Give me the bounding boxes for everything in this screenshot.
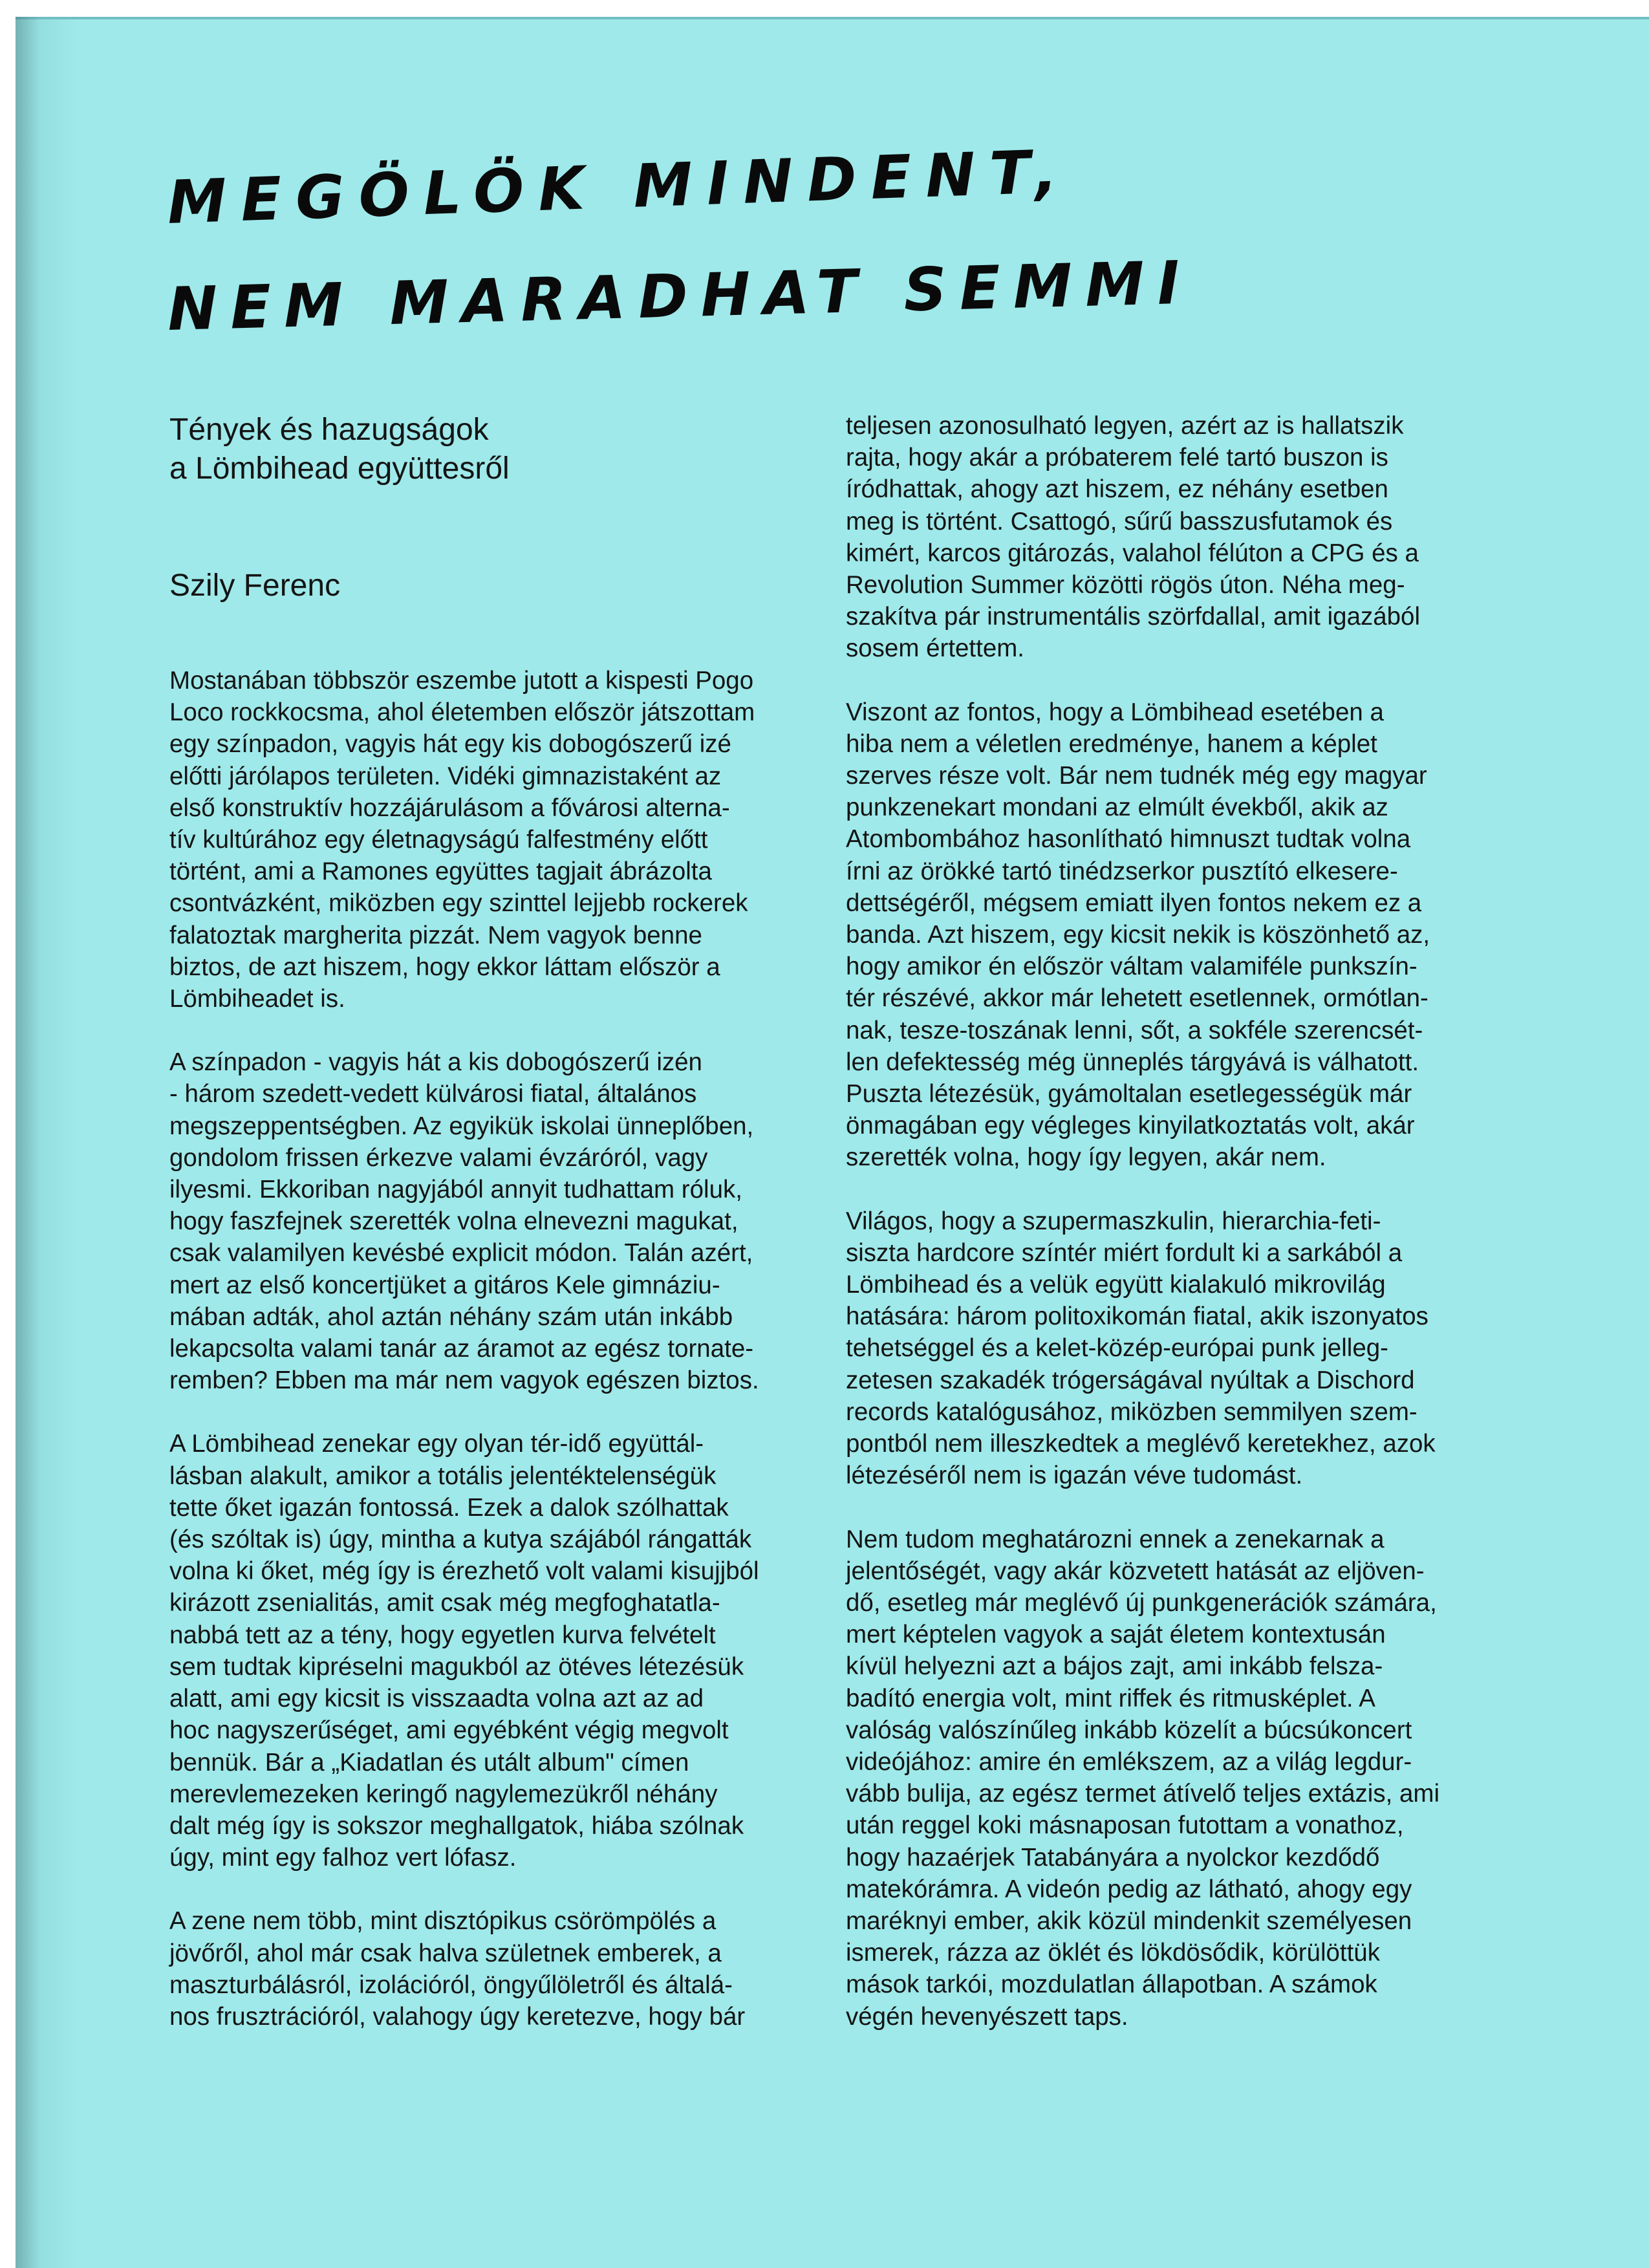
page-top-edge xyxy=(16,17,1649,19)
text-line: Atombombához hasonlítható himnuszt tudtak volna xyxy=(846,825,1411,854)
text-line: kirázott zsenialitás, amit csak még megfoghatatla- xyxy=(169,1589,720,1617)
text-line: kívül helyezni azt a bájos zajt, ami inkább felsza- xyxy=(846,1652,1383,1681)
text-line: első konstruktív hozzájárulásom a fővárosi alterna- xyxy=(169,794,730,822)
text-line: records katalógusához, miközben semmilyen szem- xyxy=(846,1398,1417,1426)
text-line: tette őket igazán fontossá. Ezek a dalok szólhattak xyxy=(169,1493,729,1522)
text-line: tér részévé, akkor már lehetett esetlennek, ormótlan- xyxy=(846,984,1428,1013)
text-line: önmagában egy végleges kinyilatkoztatás volt, akár xyxy=(846,1112,1415,1140)
text-line: csak valamilyen kevésbé explicit módon. Talán azért, xyxy=(169,1239,753,1268)
paragraph xyxy=(169,1046,829,1396)
text-line: történt, ami a Ramones együttes tagjait ábrázolta xyxy=(169,858,712,886)
text-line: íródhattak, ahogy azt hiszem, ez néhány esetben xyxy=(846,475,1388,504)
text-line: videójához: amire én emlékszem, az a világ legdur- xyxy=(846,1747,1412,1776)
text-line: mában adták, ahol aztán néhány szám után inkább xyxy=(169,1302,733,1331)
text-line: alatt, ami egy kicsit is visszaadta volna azt az ad xyxy=(169,1685,704,1713)
paragraph xyxy=(169,1905,829,2033)
text-line: előtti járólapos területen. Vidéki gimnazistaként az xyxy=(169,762,722,790)
text-line: meg is történt. Csattogó, sűrű basszusfutamok és xyxy=(846,507,1393,535)
text-line: Loco rockkocsma, ahol életemben először játszottam xyxy=(169,698,755,727)
author-name: Szily Ferenc xyxy=(169,568,341,603)
text-line: létezéséről nem is igazán véve tudomást. xyxy=(846,1462,1303,1490)
text-line: lekapcsolta valami tanár az áramot az egész tornate- xyxy=(169,1335,754,1363)
text-line: Puszta létezésük, gyámoltalan esetlegességük már xyxy=(846,1080,1412,1108)
text-line: sem tudtak kipréselni magukból az ötéves létezésük xyxy=(169,1652,744,1681)
text-line: ilyesmi. Ekkoriban nagyjából annyit tudhattam róluk, xyxy=(169,1176,742,1204)
text-line: A zene nem több, mint disztópikus csörömpölés a xyxy=(169,1907,717,1936)
text-line: Lömbiheadet is. xyxy=(169,985,345,1013)
text-line: nos frusztrációról, valahogy úgy keretezve, hogy bár xyxy=(169,2002,746,2031)
text-line: Viszont az fontos, hogy a Lömbihead esetében a xyxy=(846,698,1384,726)
text-line: nak, tesze-toszának lenni, sőt, a sokféle szerencsét- xyxy=(846,1016,1423,1044)
subtitle-line-2: a Lömbihead együttesről xyxy=(169,451,510,486)
text-line: szakítva pár instrumentális szörfdallal, amit igazából xyxy=(846,603,1421,631)
text-line: jövőről, ahol már csak halva születnek emberek, a xyxy=(169,1939,722,1967)
text-line: volna ki őket, még így is érezhető volt valami kisujjból xyxy=(169,1557,759,1586)
text-line: úgy, mint egy falhoz vert lófasz. xyxy=(169,1844,517,1872)
paragraph xyxy=(846,1205,1505,1492)
text-line: mert az első koncertjüket a gitáros Kele gimnáziu- xyxy=(169,1271,720,1299)
text-line: lásban alakult, amikor a totális jelentéktelenségük xyxy=(169,1462,717,1490)
article-right-column xyxy=(846,410,1505,2064)
article-subtitle xyxy=(169,411,751,488)
text-line: tív kultúrához egy életnagyságú falfestmény előtt xyxy=(169,826,708,854)
text-line: hoc nagyszerűséget, ami egyébként végig megvolt xyxy=(169,1716,729,1745)
text-line: hogy amikor én először váltam valamiféle punkszín- xyxy=(846,953,1417,981)
text-line: biztos, de azt hiszem, hogy ekkor láttam először a xyxy=(169,953,720,981)
text-line: dő, esetleg már meglévő új punkgenerációk számára, xyxy=(846,1588,1437,1617)
text-line: A színpadon - vagyis hát a kis dobogószerű izén xyxy=(169,1048,702,1077)
text-line: bennük. Bár a „Kiadatlan és utált album" címen xyxy=(169,1748,689,1777)
text-line: dettségéről, mégsem emiatt ilyen fontos nekem ez a xyxy=(846,889,1422,917)
text-line: végén hevenyészett taps. xyxy=(846,2002,1128,2031)
text-line: mások tarkói, mozdulatlan állapotban. A számok xyxy=(846,1971,1377,1999)
paragraph xyxy=(846,410,1505,665)
text-line: (és szóltak is) úgy, mintha a kutya szájából rángatták xyxy=(169,1526,752,1554)
paragraph xyxy=(169,1428,829,1874)
text-line: után reggel koki másnaposan futottam a vonathoz, xyxy=(846,1811,1404,1840)
text-line: matekórámra. A videón pedig az látható, ahogy egy xyxy=(846,1875,1412,1903)
text-line: remben? Ebben ma már nem vagyok egészen biztos. xyxy=(169,1366,759,1395)
text-line: maszturbálásról, izolációról, öngyűlöletről és általá- xyxy=(169,1971,733,1999)
text-line: pontból nem illeszkedtek a meglévő keretekhez, azok xyxy=(846,1430,1436,1458)
text-line: jelentőségét, vagy akár közvetett hatását az eljöven- xyxy=(846,1557,1425,1585)
text-line: nabbá tett az a tény, hogy egyetlen kurva felvételt xyxy=(169,1621,716,1649)
text-line: zetesen szakadék trógerságával nyúltak a Dischord xyxy=(846,1366,1415,1394)
text-line: kimért, karcos gitározás, valahol félúton a CPG és a xyxy=(846,539,1419,567)
text-line: rajta, hogy akár a próbaterem felé tartó buszon is xyxy=(846,444,1388,472)
binding-gutter-shadow xyxy=(16,17,77,2268)
text-line: Világos, hogy a szupermaszkulin, hierarchia-feti- xyxy=(846,1207,1381,1235)
text-line: valóság valószínűleg inkább közelít a búcsúkoncert xyxy=(846,1716,1412,1744)
subtitle-line-1: Tények és hazugságok xyxy=(169,413,489,447)
text-line: len defektesség még ünneplés tárgyává is válhatott. xyxy=(846,1048,1419,1076)
text-line: - három szedett-vedett külvárosi fiatal, általános xyxy=(169,1080,697,1108)
text-line: ismerek, rázza az öklét és lökdösődik, körülöttük xyxy=(846,1939,1380,1967)
text-line: banda. Azt hiszem, egy kicsit nekik is köszönhető az, xyxy=(846,921,1430,949)
text-line: siszta hardcore színtér miért fordult ki a sarkából a xyxy=(846,1238,1403,1267)
text-line: hogy faszfejnek szerették volna elnevezni magukat, xyxy=(169,1207,738,1236)
text-line: sosem értettem. xyxy=(846,634,1025,663)
text-line: Lömbihead és a velük együtt kialakuló mikrovilág xyxy=(846,1271,1386,1299)
text-line: badító energia volt, mint riffek és ritmusképlet. A xyxy=(846,1684,1375,1712)
text-line: csontvázként, miközben egy szinttel lejjebb rockerek xyxy=(169,889,748,918)
text-line: írni az örökké tartó tinédzserkor pusztító elkesere- xyxy=(846,857,1398,885)
paragraph xyxy=(846,1524,1505,2033)
text-line: hogy hazaérjek Tatabányára a nyolckor kezdődő xyxy=(846,1843,1380,1872)
heading-line-1: MEGÖLÖK MINDENT, xyxy=(166,136,1073,237)
text-line: hatására: három politoxikomán fiatal, akik iszonyatos xyxy=(846,1302,1428,1331)
handwritten-heading xyxy=(162,136,1194,359)
text-line: A Lömbihead zenekar egy olyan tér-idő együttál- xyxy=(169,1430,704,1458)
text-line: megszeppentségben. Az egyikük iskolai ünneplőben, xyxy=(169,1112,754,1140)
text-line: falatoztak margherita pizzát. Nem vagyok benne xyxy=(169,921,702,949)
text-line: Nem tudom meghatározni ennek a zenekarnak a xyxy=(846,1525,1385,1553)
text-line: tehetséggel és a kelet-közép-európai punk jelleg- xyxy=(846,1334,1388,1363)
text-line: punkzenekart mondani az elmúlt évekből, akik az xyxy=(846,794,1388,822)
text-line: dalt még így is sokszor meghallgatok, hiába szólnak xyxy=(169,1811,744,1840)
text-line: mert képtelen vagyok a saját életem kontextusán xyxy=(846,1621,1386,1649)
article-left-column xyxy=(169,665,829,2064)
text-line: szerves része volt. Bár nem tudnék még egy magyar xyxy=(846,762,1427,790)
text-line: Revolution Summer közötti rögös úton. Néha meg- xyxy=(846,571,1405,599)
text-line: maréknyi ember, akik közül mindenkit személyesen xyxy=(846,1906,1412,1935)
paragraph xyxy=(169,665,829,1015)
text-line: hiba nem a véletlen eredménye, hanem a képlet xyxy=(846,729,1377,758)
text-line: teljesen azonosulható legyen, azért az is hallatszik xyxy=(846,412,1404,440)
paragraph xyxy=(846,697,1505,1174)
text-line: szerették volna, hogy így legyen, akár nem. xyxy=(846,1143,1326,1172)
text-line: gondolom frissen érkezve valami évzáróról, vagy xyxy=(169,1143,708,1172)
text-line: merevlemezeken keringő nagylemezükről néhány xyxy=(169,1780,718,1808)
heading-line-2: NEM MARADHAT SEMMI xyxy=(166,248,1194,344)
text-line: Mostanában többször eszembe jutott a kispesti Pogo xyxy=(169,667,754,695)
text-line: egy színpadon, vagyis hát egy kis dobogószerű izé xyxy=(169,730,731,759)
text-line: vább bulija, az egész termet átívelő teljes extázis, ami xyxy=(846,1780,1440,1808)
